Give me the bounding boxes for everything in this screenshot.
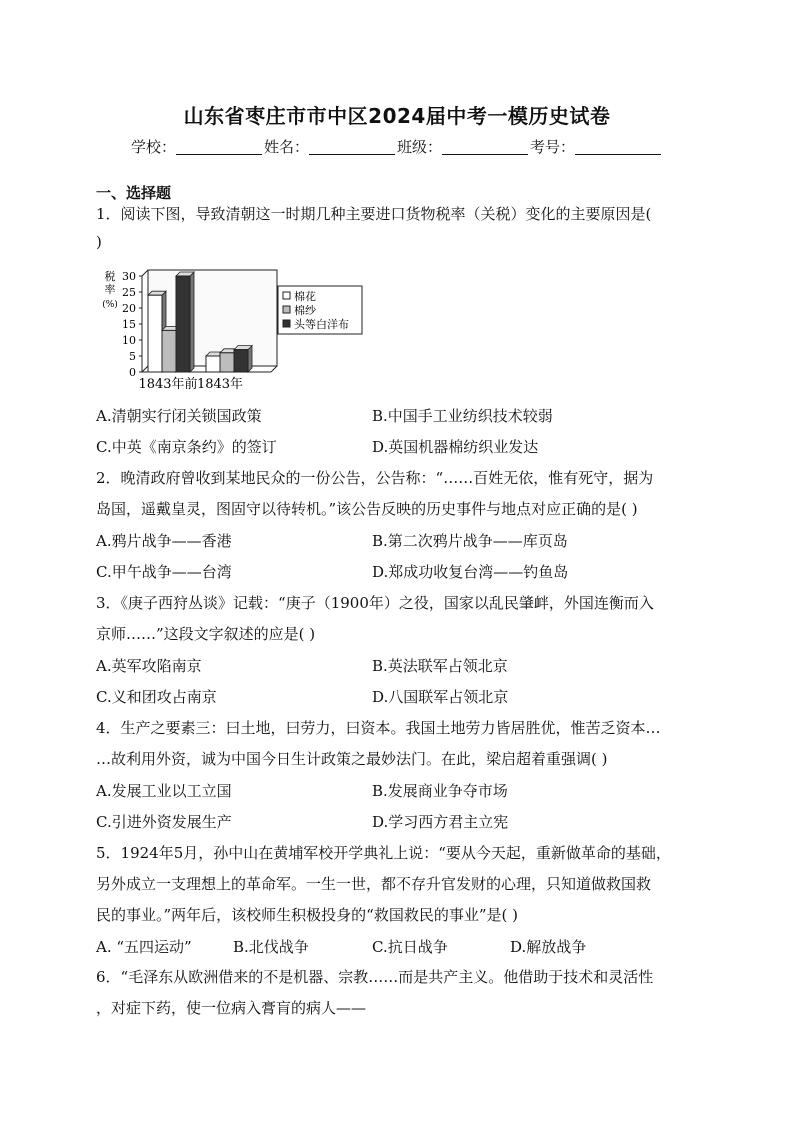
page-title: 山东省枣庄市市中区2024届中考一模历史试卷 xyxy=(183,104,611,128)
option-4d[interactable]: D.学习西方君主立宪 xyxy=(372,813,509,831)
bar-1-2 xyxy=(206,356,220,372)
question-line: …故利用外资，诚为中国今日生计政策之最妙法门。在此，梁启超着重强调( ) xyxy=(96,750,608,768)
option-2a[interactable]: A.鸦片战争——香港 xyxy=(96,532,232,550)
bar-1-1 xyxy=(148,295,162,372)
legend-swatch xyxy=(283,292,290,299)
name-blank[interactable] xyxy=(309,140,395,155)
school-label: 学校： xyxy=(130,138,176,156)
question-line: 民的事业。”两年后，该校师生积极投身的“救国救民的事业”是( ) xyxy=(96,906,518,924)
y-tick-label: 10 xyxy=(122,334,136,347)
option-5c[interactable]: C.抗日战争 xyxy=(372,938,448,956)
legend-swatch xyxy=(283,306,290,313)
option-2d[interactable]: D.郑成功收复台湾——钓鱼岛 xyxy=(372,563,569,581)
question-line: 2．晚清政府曾收到某地民众的一份公告，公告称：“……百姓无依，惟有死守，据为 xyxy=(96,469,654,487)
option-1b[interactable]: B.中国手工业纺织技术较弱 xyxy=(372,407,553,425)
option-5d[interactable]: D.解放战争 xyxy=(510,938,587,956)
x-tick-label: 1843年前 xyxy=(138,377,198,392)
bar-2-2 xyxy=(220,353,234,372)
bar-3-2 xyxy=(234,350,248,372)
legend-label: 棉花 xyxy=(294,290,316,303)
y-tick-label: 5 xyxy=(129,350,136,363)
legend-label: 棉纱 xyxy=(294,304,316,317)
option-5a[interactable]: A. “五四运动” xyxy=(96,938,192,956)
y-axis-label: 税 xyxy=(104,270,116,283)
x-tick-label: 1843年 xyxy=(196,377,244,392)
question-line: 另外成立一支理想上的革命军。一生一世，都不存升官发财的心理，只知道做救国救 xyxy=(96,875,652,893)
exam-number-blank[interactable] xyxy=(575,140,661,155)
option-3d[interactable]: D.八国联军占领北京 xyxy=(372,688,509,706)
chart-floor-edge xyxy=(142,366,148,372)
chart-top-edge xyxy=(142,270,148,276)
y-tick-label: 30 xyxy=(122,270,136,283)
question-6 xyxy=(96,962,694,1024)
option-3b[interactable]: B.英法联军占领北京 xyxy=(372,657,508,675)
option-3a[interactable]: A.英军攻陷南京 xyxy=(96,657,202,675)
bar-side xyxy=(190,272,194,372)
y-tick-label: 15 xyxy=(122,318,136,331)
y-tick-label: 25 xyxy=(122,286,136,299)
tariff-bar-chart xyxy=(96,264,366,394)
y-tick-label: 0 xyxy=(129,366,136,379)
question-line: 1．阅读下图，导致清朝这一时期几种主要进口货物税率（关税）变化的主要原因是( xyxy=(96,205,652,223)
option-1c[interactable]: C.中英《南京条约》的签订 xyxy=(96,438,277,456)
legend-swatch xyxy=(283,320,290,327)
question-line: 3．《庚子西狩丛谈》记载：“庚子（1900年）之役，国家以乱民肇衅，外国连衡而入 xyxy=(96,594,654,612)
question-line: 5．1924年5月，孙中山在黄埔军校开学典礼上说：“要从今天起，重新做革命的基础， xyxy=(96,844,671,862)
section-title: 一、选择题 xyxy=(96,184,172,202)
chart-floor-right xyxy=(271,366,277,372)
legend-label: 头等白洋布 xyxy=(294,318,349,331)
name-label: 姓名： xyxy=(263,138,309,156)
option-4a[interactable]: A.发展工业以工立国 xyxy=(96,782,232,800)
option-5b[interactable]: B.北伐战争 xyxy=(233,938,309,956)
option-2b[interactable]: B.第二次鸦片战争——库页岛 xyxy=(372,532,568,550)
y-axis-label: (%) xyxy=(102,300,118,310)
question-4 xyxy=(96,713,694,775)
option-4c[interactable]: C.引进外资发展生产 xyxy=(96,813,232,831)
question-line: 岛国，遥戴皇灵，图固守以待转机。”该公告反映的历史事件与地点对应正确的是( ) xyxy=(96,500,638,518)
option-1a[interactable]: A.清朝实行闭关锁国政策 xyxy=(96,407,262,425)
question-1 xyxy=(96,199,694,254)
option-3c[interactable]: C.义和团攻占南京 xyxy=(96,688,217,706)
class-label: 班级： xyxy=(397,138,443,156)
bar-2-1 xyxy=(162,330,176,372)
class-blank[interactable] xyxy=(442,140,528,155)
question-5 xyxy=(96,838,694,931)
question-line: 京师……”这段文字叙述的应是( ) xyxy=(96,625,316,643)
question-line: ，对症下药，使一位病入膏肓的病人—— xyxy=(96,999,367,1017)
option-2c[interactable]: C.甲午战争——台湾 xyxy=(96,563,232,581)
question-line: ) xyxy=(96,233,102,251)
question-line: 4．生产之要素三：曰土地，曰劳力，曰资本。我国土地劳力皆居胜优，惟苦乏资本… xyxy=(96,719,661,737)
option-4b[interactable]: B.发展商业争夺市场 xyxy=(372,782,508,800)
school-blank[interactable] xyxy=(176,140,262,155)
student-info-line xyxy=(0,136,794,157)
y-tick-label: 20 xyxy=(122,302,136,315)
question-2 xyxy=(96,463,694,525)
bar-3-1 xyxy=(176,276,190,372)
exam-number-label: 考号： xyxy=(530,138,576,156)
question-3 xyxy=(96,588,694,650)
y-axis-label: 率 xyxy=(104,283,116,296)
option-1d[interactable]: D.英国机器棉纺织业发达 xyxy=(372,438,539,456)
question-line: 6．“毛泽东从欧洲借来的不是机器、宗教……而是共产主义。他借助于技术和灵活性 xyxy=(96,968,654,986)
